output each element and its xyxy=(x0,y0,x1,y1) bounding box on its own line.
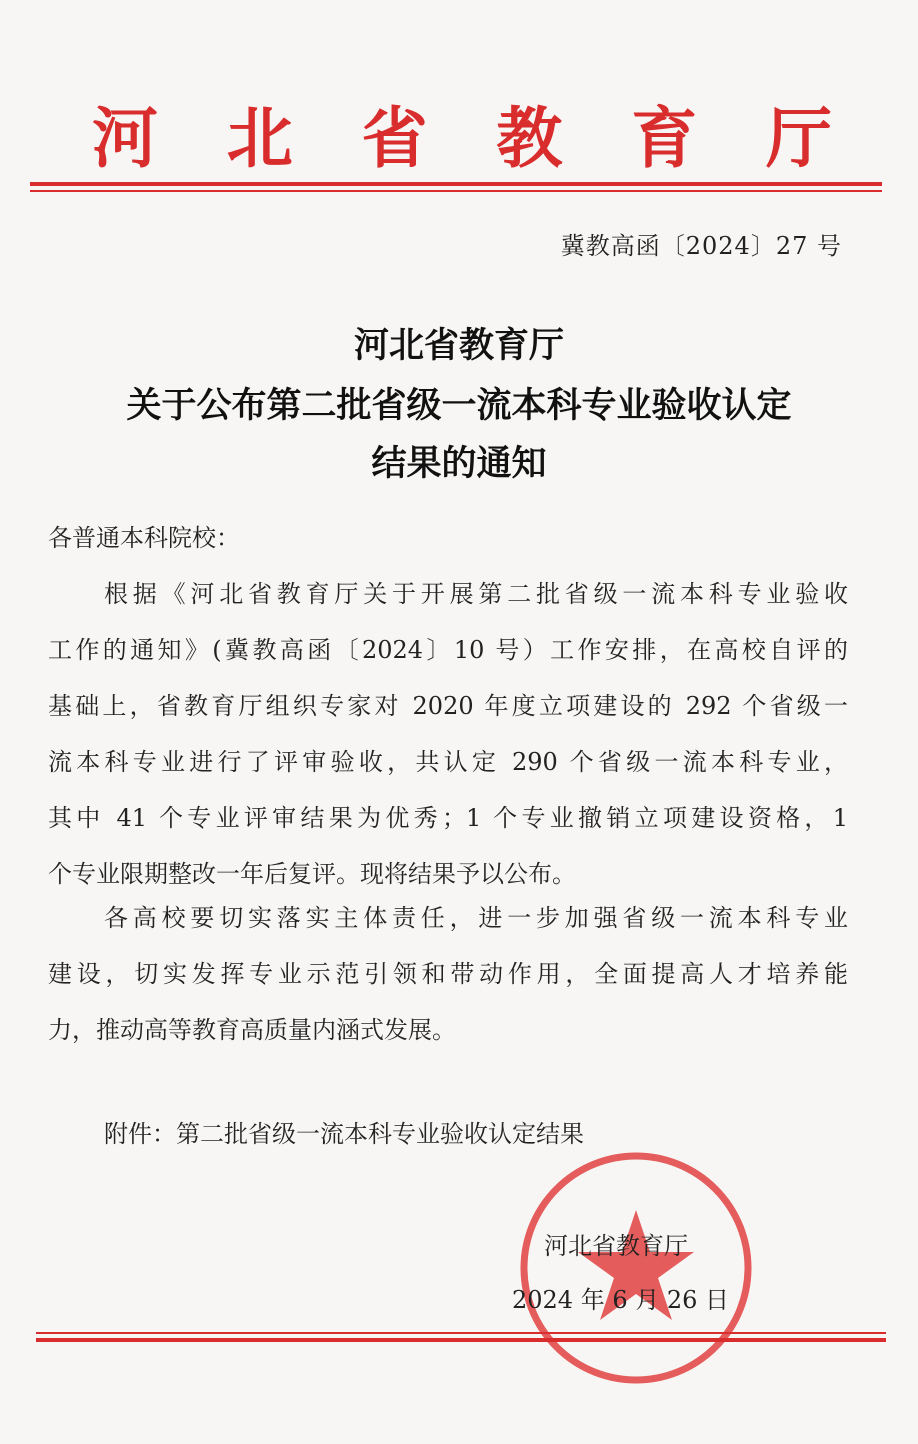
header-red-rule-thin xyxy=(30,190,882,192)
paragraph-line: 工作的通知》(冀教高函〔2024〕10 号）工作安排，在高校自评的 xyxy=(48,636,848,664)
masthead-char: 北 xyxy=(226,98,293,177)
paragraph-line: 个专业限期整改一年后复评。现将结果予以公布。 xyxy=(48,860,576,888)
paragraph-line: 根据《河北省教育厅关于开展第二批省级一流本科专业验收 xyxy=(104,580,848,608)
attachment-note: 附件：第二批省级一流本科专业验收认定结果 xyxy=(104,1120,584,1148)
title-line-2: 关于公布第二批省级一流本科专业验收认定 xyxy=(126,385,792,426)
body-paragraph-1 xyxy=(48,566,848,902)
paragraph-line: 其中 41 个专业评审结果为优秀；1 个专业撤销立项建设资格，1 xyxy=(48,804,848,832)
masthead-char: 厅 xyxy=(765,98,832,177)
header-red-rule-thick xyxy=(30,182,882,186)
paragraph-line: 流本科专业进行了评审验收，共认定 290 个省级一流本科专业， xyxy=(48,748,848,776)
paragraph-line: 基础上，省教育厅组织专家对 2020 年度立项建设的 292 个省级一 xyxy=(48,692,848,720)
title-line-3: 结果的通知 xyxy=(371,443,547,484)
paragraph-line: 建设，切实发挥专业示范引领和带动作用，全面提高人才培养能 xyxy=(48,960,848,988)
masthead-char: 河 xyxy=(92,98,158,177)
masthead-char: 育 xyxy=(631,98,698,177)
official-seal xyxy=(514,1146,758,1390)
masthead-char: 教 xyxy=(496,98,563,177)
footer-red-rule-thin xyxy=(36,1332,886,1334)
paragraph-line: 力，推动高等教育高质量内涵式发展。 xyxy=(48,1016,456,1044)
document-number: 冀教高函〔2024〕27 号 xyxy=(560,232,842,260)
paragraph-line: 各高校要切实落实主体责任，进一步加强省级一流本科专业 xyxy=(104,904,848,932)
body-paragraph-2 xyxy=(48,890,848,1058)
masthead-char: 省 xyxy=(361,98,428,177)
signature-org: 河北省教育厅 xyxy=(544,1232,688,1260)
masthead-title xyxy=(92,92,832,177)
footer-red-rule-thick xyxy=(36,1338,886,1342)
salutation: 各普通本科院校： xyxy=(48,524,240,552)
signature-date: 2024 年 6 月 26 日 xyxy=(512,1286,730,1314)
title-line-1: 河北省教育厅 xyxy=(353,325,564,366)
